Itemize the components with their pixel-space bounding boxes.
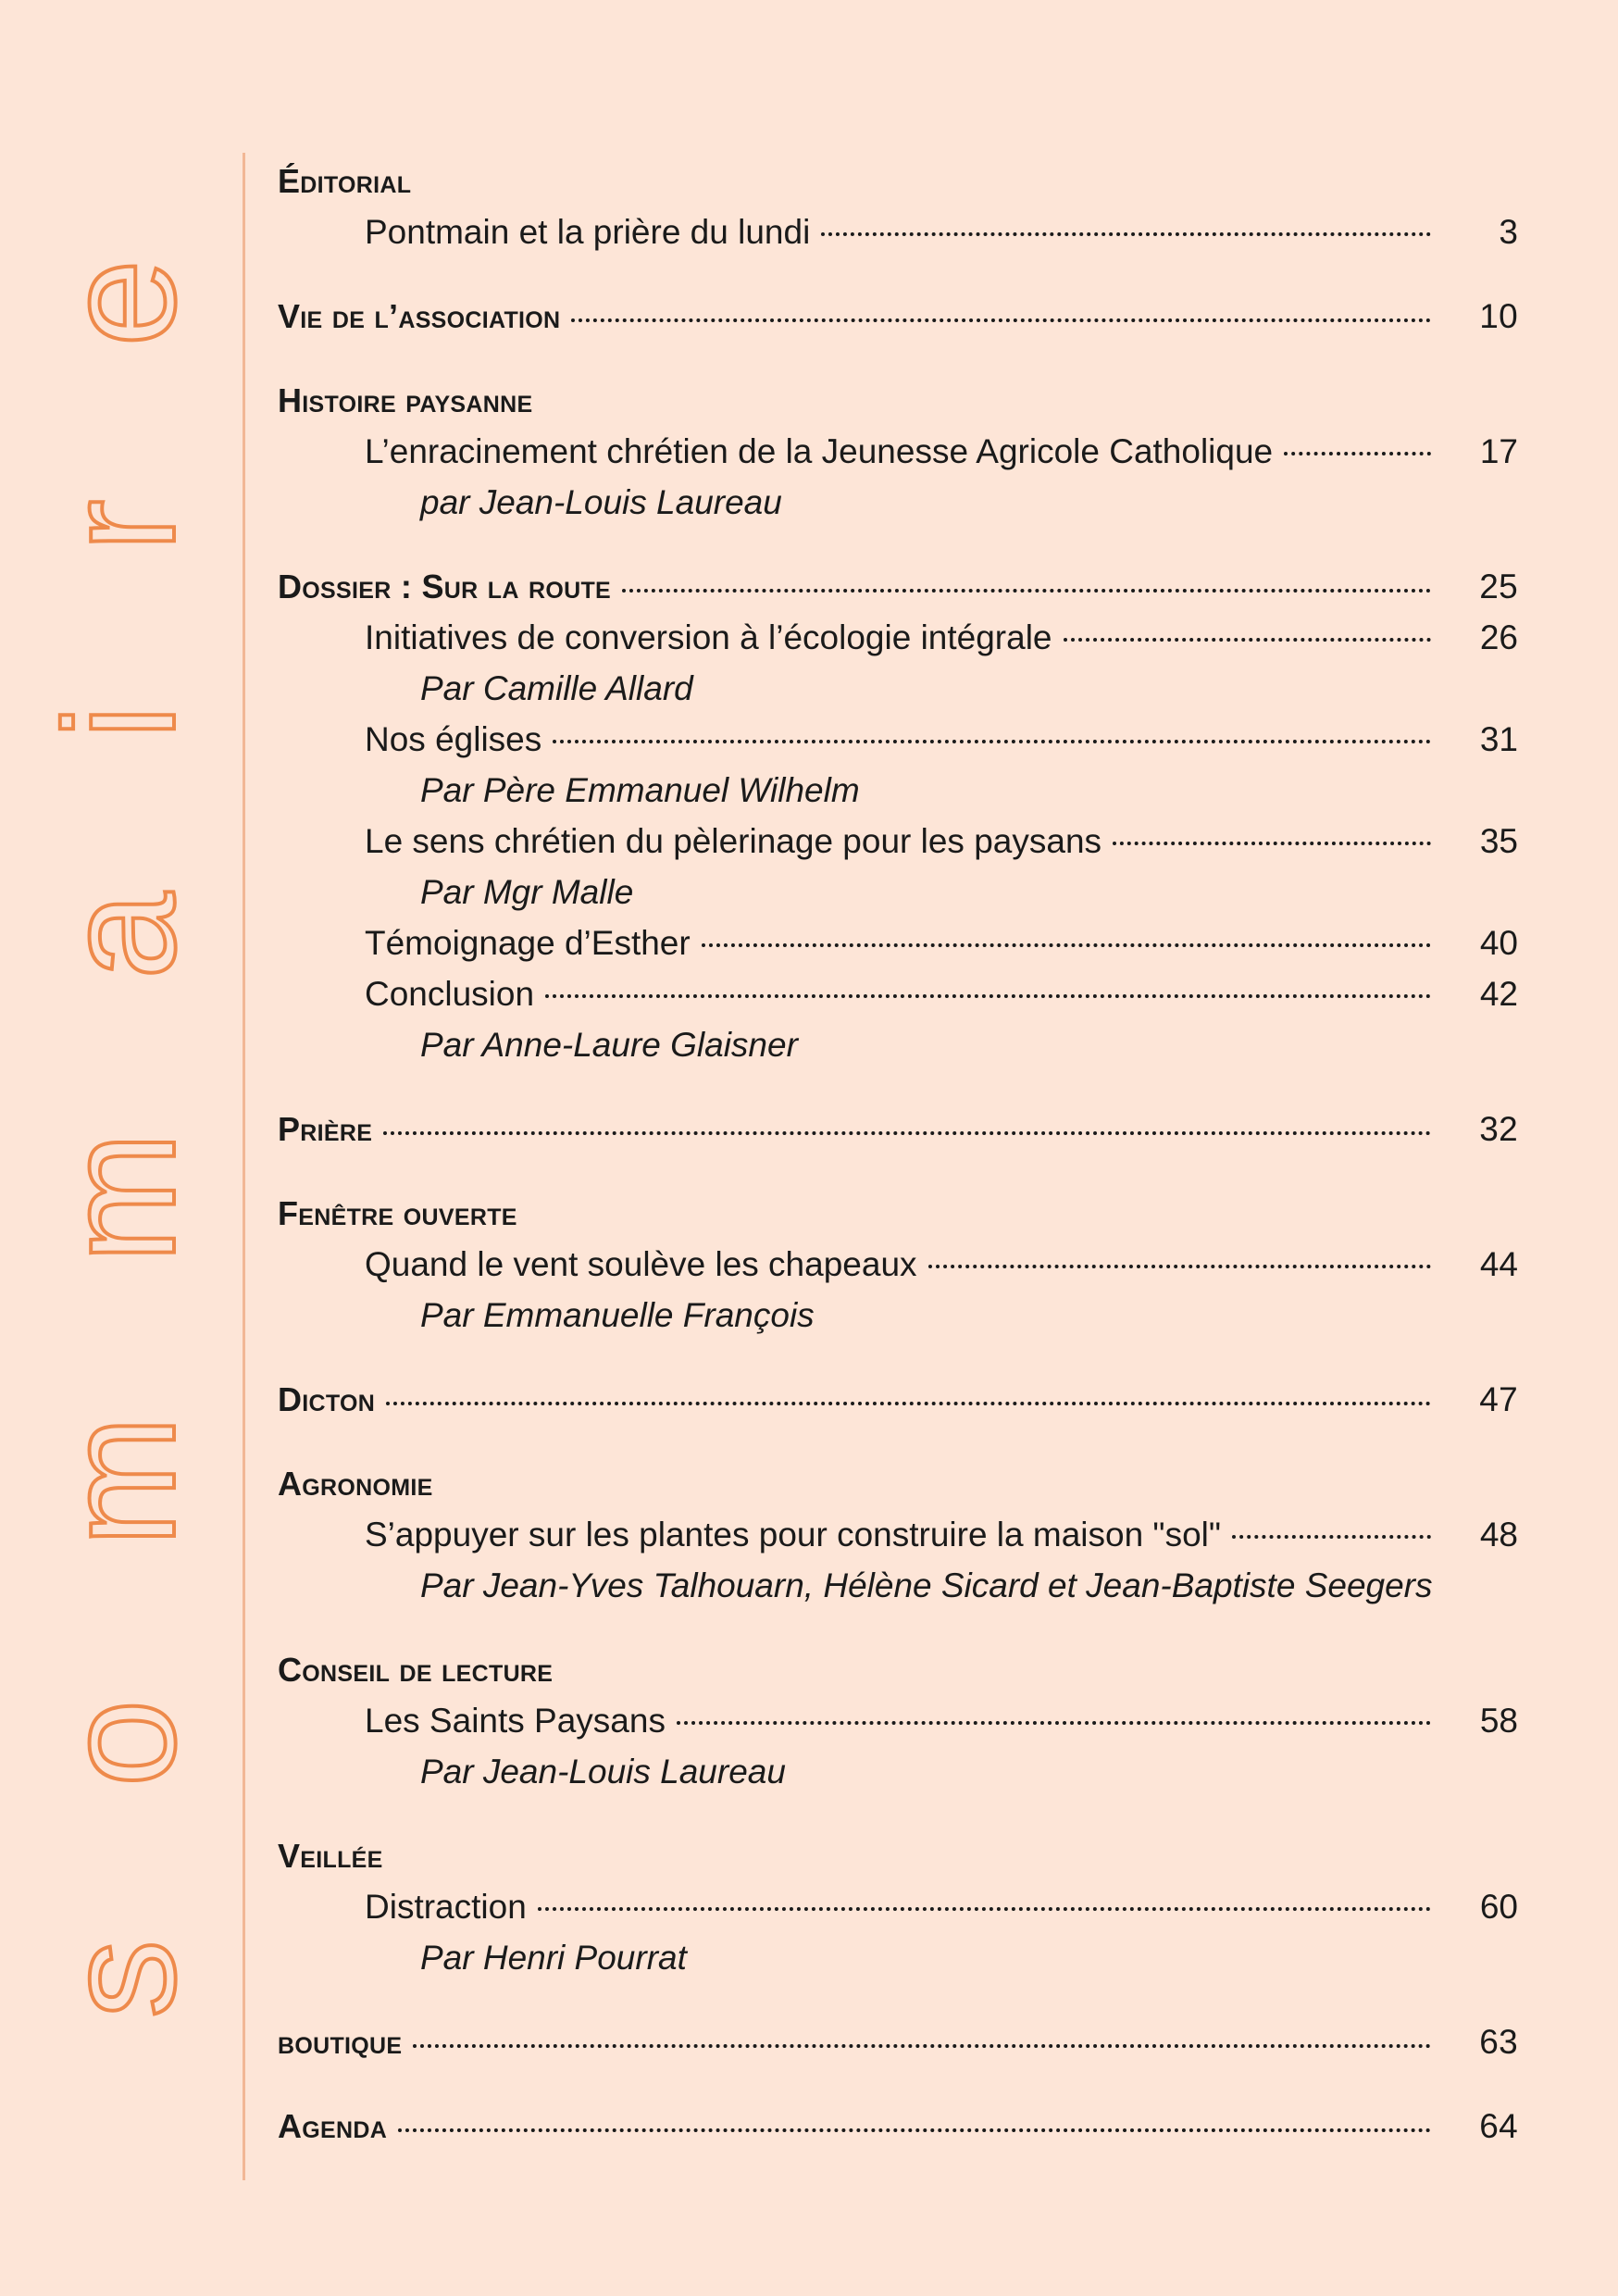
dot-leader — [538, 1907, 1431, 1911]
toc-title: Par Emmanuelle François — [420, 1296, 815, 1334]
dot-leader — [1232, 1535, 1431, 1539]
toc-section-heading — [278, 156, 1518, 206]
toc-title: Initiatives de conversion à l’écologie intégrale — [365, 618, 1052, 656]
toc-title: Veillée — [278, 1837, 383, 1875]
section-gap — [278, 1425, 1518, 1458]
toc-section-heading — [278, 2101, 1518, 2152]
toc-title: Par Henri Pourrat — [420, 1939, 687, 1977]
toc-author — [278, 1932, 1518, 1983]
toc-title: Le sens chrétien du pèlerinage pour les paysans — [365, 822, 1102, 860]
toc-article — [278, 426, 1518, 477]
dot-leader — [622, 589, 1431, 593]
toc-article — [278, 1239, 1518, 1290]
toc-title: Quand le vent soulève les chapeaux — [365, 1245, 917, 1283]
toc-title: Conclusion — [365, 975, 535, 1013]
toc-page-number: 3 — [1499, 213, 1518, 251]
toc-section-heading — [278, 1374, 1518, 1425]
section-gap — [278, 1070, 1518, 1104]
section-gap — [278, 1797, 1518, 1830]
toc-title: Par Jean-Louis Laureau — [420, 1753, 786, 1791]
toc-title: Prière — [278, 1110, 373, 1148]
toc-section-heading — [278, 1644, 1518, 1695]
toc-page-number: 31 — [1479, 720, 1518, 758]
toc-author — [278, 765, 1518, 816]
dot-leader — [386, 1402, 1431, 1405]
toc-section-heading — [278, 291, 1518, 342]
dot-leader — [398, 2128, 1431, 2132]
toc-article — [278, 1509, 1518, 1560]
toc-author — [278, 1746, 1518, 1797]
toc-article — [278, 816, 1518, 867]
toc-title: Les Saints Paysans — [365, 1702, 666, 1740]
toc-page-number: 64 — [1479, 2107, 1518, 2145]
dot-leader — [383, 1131, 1431, 1135]
dot-leader — [413, 2044, 1431, 2048]
section-gap — [278, 1341, 1518, 1374]
section-gap — [278, 1611, 1518, 1644]
toc-page-number: 32 — [1479, 1110, 1518, 1148]
toc-article — [278, 917, 1518, 968]
side-title — [32, 259, 213, 2018]
section-gap — [278, 342, 1518, 375]
dot-leader — [545, 994, 1431, 998]
toc-article — [278, 968, 1518, 1019]
toc-title: Nos églises — [365, 720, 542, 758]
toc-page-number: 44 — [1479, 1245, 1518, 1283]
toc-title: Témoignage d’Esther — [365, 924, 691, 962]
toc-section-heading — [278, 1104, 1518, 1154]
toc-section-heading — [278, 2016, 1518, 2067]
toc-page-number: 35 — [1479, 822, 1518, 860]
toc-article — [278, 1695, 1518, 1746]
toc-page-number: 48 — [1479, 1516, 1518, 1554]
table-of-contents — [278, 156, 1518, 2152]
toc-title: Vie de l’association — [278, 297, 561, 335]
toc-section-heading — [278, 1458, 1518, 1509]
toc-page-number: 26 — [1479, 618, 1518, 656]
dot-leader — [553, 740, 1431, 743]
toc-author — [278, 1290, 1518, 1341]
toc-page-number: 60 — [1479, 1888, 1518, 1926]
toc-author — [278, 867, 1518, 917]
toc-article — [278, 1881, 1518, 1932]
toc-title: Par Camille Allard — [420, 669, 693, 707]
toc-title: Par Père Emmanuel Wilhelm — [420, 771, 860, 809]
toc-page-number: 47 — [1479, 1380, 1518, 1418]
toc-section-heading — [278, 561, 1518, 612]
toc-article — [278, 612, 1518, 663]
toc-section-heading — [278, 1830, 1518, 1881]
toc-title: par Jean-Louis Laureau — [420, 483, 782, 521]
side-title-text: sommaire — [32, 259, 208, 2018]
dot-leader — [1064, 638, 1432, 642]
toc-page-number: 25 — [1479, 568, 1518, 605]
toc-title: Pontmain et la prière du lundi — [365, 213, 811, 251]
dot-leader — [928, 1265, 1431, 1268]
toc-section-heading — [278, 1188, 1518, 1239]
section-gap — [278, 1983, 1518, 2016]
section-gap — [278, 1154, 1518, 1188]
toc-title: Distraction — [365, 1888, 527, 1926]
toc-title: L’enracinement chrétien de la Jeunesse Agricole Catholique — [365, 432, 1274, 470]
toc-title: Agenda — [278, 2107, 388, 2145]
toc-title: S’appuyer sur les plantes pour construire la maison "sol" — [365, 1516, 1221, 1554]
toc-title: boutique — [278, 2023, 403, 2061]
toc-title: Conseil de lecture — [278, 1651, 554, 1689]
toc-page-number: 17 — [1479, 432, 1518, 470]
dot-leader — [702, 943, 1431, 947]
dot-leader — [821, 232, 1431, 236]
toc-title: Par Anne-Laure Glaisner — [420, 1026, 798, 1064]
dot-leader — [571, 318, 1431, 322]
toc-page-number: 42 — [1479, 975, 1518, 1013]
dot-leader — [1284, 452, 1431, 455]
toc-author — [278, 1560, 1518, 1611]
toc-author — [278, 1019, 1518, 1070]
toc-article — [278, 206, 1518, 257]
toc-page-number: 10 — [1479, 297, 1518, 335]
dot-leader — [677, 1721, 1431, 1725]
toc-title: Par Jean-Yves Talhouarn, Hélène Sicard et Jean-Baptiste Seegers — [420, 1566, 1433, 1604]
toc-page-number: 63 — [1479, 2023, 1518, 2061]
section-gap — [278, 528, 1518, 561]
vertical-rule — [243, 153, 245, 2180]
section-gap — [278, 2067, 1518, 2101]
toc-page-number: 58 — [1479, 1702, 1518, 1740]
toc-title: Fenêtre ouverte — [278, 1194, 517, 1232]
toc-section-heading — [278, 375, 1518, 426]
toc-title: Dossier : Sur la route — [278, 568, 612, 605]
side-title-svg — [32, 259, 213, 2018]
dot-leader — [1113, 842, 1431, 845]
toc-author — [278, 477, 1518, 528]
toc-title: Dicton — [278, 1380, 376, 1418]
toc-author — [278, 663, 1518, 714]
section-gap — [278, 257, 1518, 291]
toc-title: Éditorial — [278, 162, 412, 200]
toc-title: Agronomie — [278, 1465, 433, 1503]
toc-article — [278, 714, 1518, 765]
toc-title: Histoire paysanne — [278, 381, 533, 419]
toc-page-number: 40 — [1479, 924, 1518, 962]
toc-title: Par Mgr Malle — [420, 873, 634, 911]
